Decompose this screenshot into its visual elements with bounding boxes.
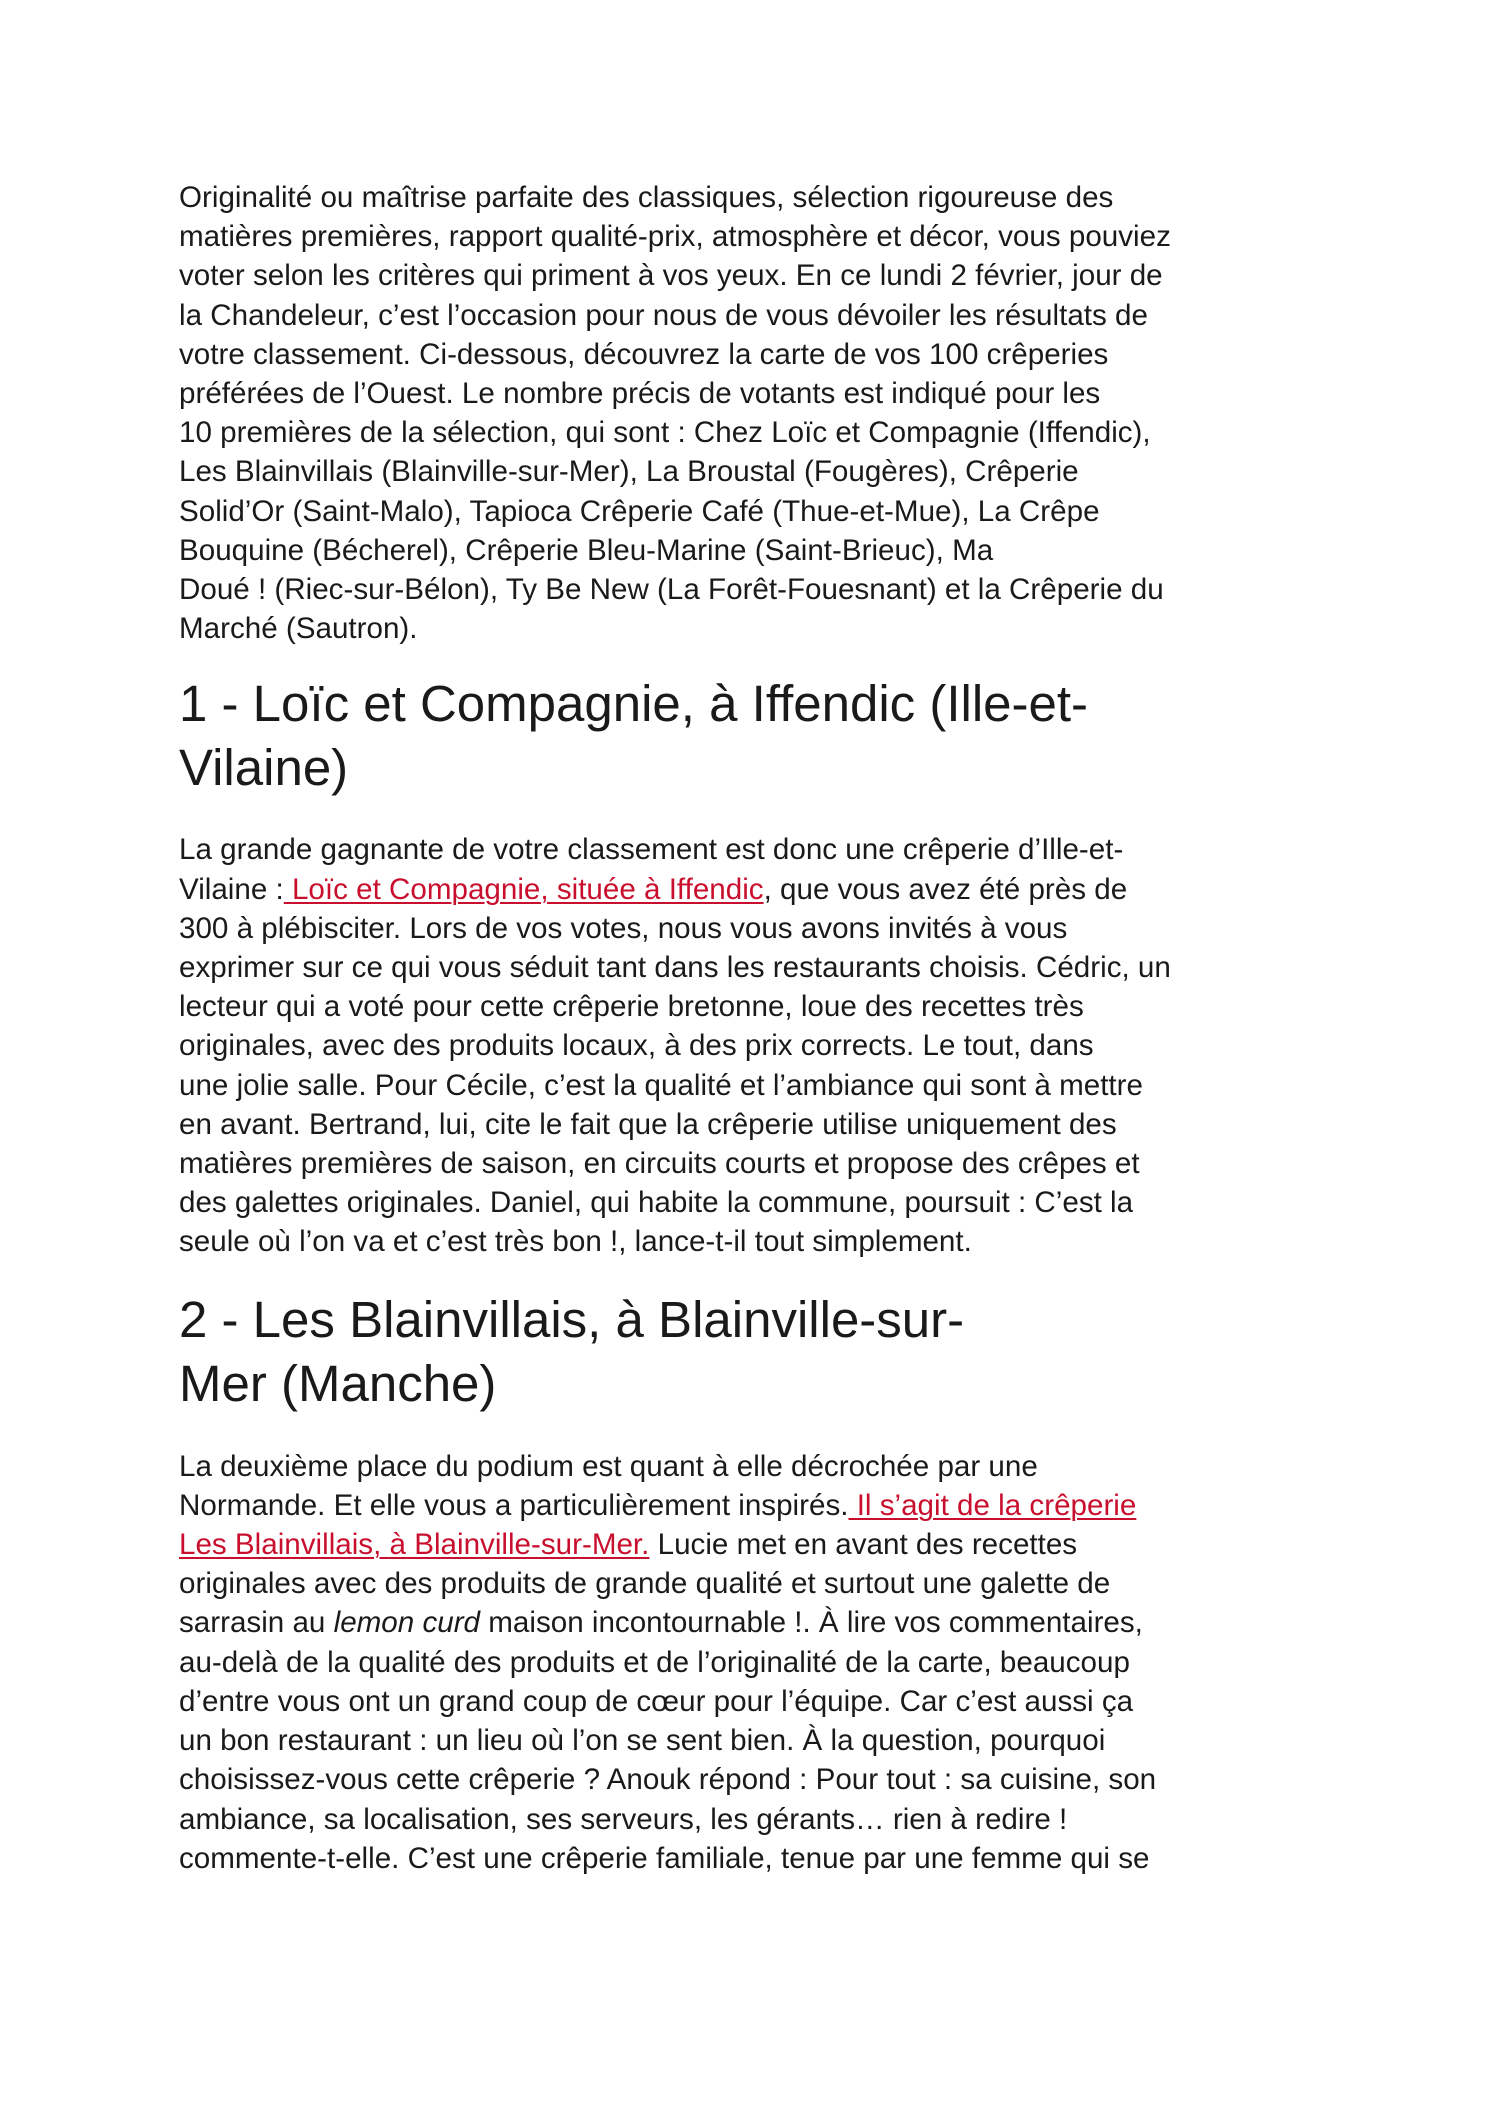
section-2-paragraph [179,1447,1329,1878]
text-line: au-delà de la qualité des produits et de l’originalité de la carte, beaucoup [179,1645,1130,1679]
text-fragment: Lucie met en avant des recettes [649,1528,1078,1562]
text-line: ambiance, sa localisation, ses serveurs, les gérants… rien à redire ! [179,1802,1068,1836]
heading-line: Mer (Manche) [179,1354,497,1412]
text-line: votre classement. Ci-dessous, découvrez la carte de vos 100 crêperies [179,337,1109,371]
text-line: la Chandeleur, c’est l’occasion pour nous de vous dévoiler les résultats de [179,298,1148,332]
text-line: seule où l’on va et c’est très bon !, lance-t-il tout simplement. [179,1225,972,1259]
text-line: Marché (Sautron). [179,612,418,646]
text-fragment: sarrasin au [179,1606,334,1640]
text-line: Doué ! (Riec-sur-Bélon), Ty Be New (La Forêt-Fouesnant) et la Crêperie du [179,573,1164,607]
text-line: matières premières de saison, en circuits courts et propose des crêpes et [179,1147,1140,1181]
text-line: d’entre vous ont un grand coup de cœur pour l’équipe. Car c’est aussi ça [179,1684,1134,1718]
heading-line: 2 - Les Blainvillais, à Blainville-sur- [179,1290,965,1348]
text-line: Solid’Or (Saint-Malo), Tapioca Crêperie Café (Thue-et-Mue), La Crêpe [179,494,1100,528]
text-line: choisissez-vous cette crêperie ? Anouk répond : Pour tout : sa cuisine, son [179,1763,1157,1797]
text-line: préférées de l’Ouest. Le nombre précis de votants est indiqué pour les [179,377,1101,411]
text-fragment: , que vous avez été près de [763,872,1128,906]
section-1-paragraph [179,830,1329,1261]
text-line: La grande gagnante de votre classement est donc une crêperie d’Ille-et- [179,833,1124,867]
text-line: lecteur qui a voté pour cette crêperie bretonne, loue des recettes très [179,990,1084,1024]
heading-line: Vilaine) [179,739,349,797]
text-line: des galettes originales. Daniel, qui habite la commune, poursuit : C’est la [179,1186,1134,1220]
text-fragment: Normande. Et elle vous a particulièrement inspirés. [179,1488,849,1522]
text-line: originales, avec des produits locaux, à des prix corrects. Le tout, dans [179,1029,1094,1063]
text-line: exprimer sur ce qui vous séduit tant dans les restaurants choisis. Cédric, un [179,951,1171,985]
text-line: matières premières, rapport qualité-prix, atmosphère et décor, vous pouviez [179,220,1171,254]
text-line [179,1486,1329,1525]
text-line: voter selon les critères qui priment à vos yeux. En ce lundi 2 février, jour de [179,259,1163,293]
les-blainvillais-link[interactable]: Il s’agit de la crêperie [848,1488,1137,1522]
text-line: en avant. Bertrand, lui, cite le fait que la crêperie utilise uniquement des [179,1107,1117,1141]
heading-line: 1 - Loïc et Compagnie, à Iffendic (Ille-et- [179,675,1089,733]
text-line: une jolie salle. Pour Cécile, c’est la qualité et l’ambiance qui sont à mettre [179,1068,1143,1102]
text-line [179,870,1329,909]
text-line [179,1603,1329,1642]
text-line: 300 à plébisciter. Lors de vos votes, nous vous avons invités à vous [179,911,1068,945]
section-1-heading [179,672,1329,800]
text-fragment: maison incontournable !. À lire vos commentaires, [480,1606,1143,1640]
loic-et-compagnie-link[interactable]: Loïc et Compagnie, située à Iffendic [283,872,764,906]
emphasis-lemon-curd: lemon curd [333,1606,481,1640]
text-line: originales avec des produits de grande qualité et surtout une galette de [179,1567,1111,1601]
text-line: Les Blainvillais (Blainville-sur-Mer), La Broustal (Fougères), Crêperie [179,455,1079,489]
text-line: un bon restaurant : un lieu où l’on se sent bien. À la question, pourquoi [179,1724,1106,1758]
text-line: commente-t-elle. C’est une crêperie familiale, tenue par une femme qui se [179,1841,1150,1875]
text-line: La deuxième place du podium est quant à elle décrochée par une [179,1449,1038,1483]
text-fragment: Vilaine : [179,872,284,906]
text-line: 10 premières de la sélection, qui sont : Chez Loïc et Compagnie (Iffendic), [179,416,1151,450]
section-2-heading [179,1288,1329,1416]
text-line: Bouquine (Bécherel), Crêperie Bleu-Marine (Saint-Brieuc), Ma [179,533,994,567]
text-line: Originalité ou maîtrise parfaite des classiques, sélection rigoureuse des [179,181,1114,214]
text-line [179,1525,1329,1564]
intro-paragraph [179,178,1329,648]
article-page [179,178,1329,1878]
les-blainvillais-link-continued[interactable]: Les Blainvillais, à Blainville-sur-Mer. [179,1528,650,1562]
